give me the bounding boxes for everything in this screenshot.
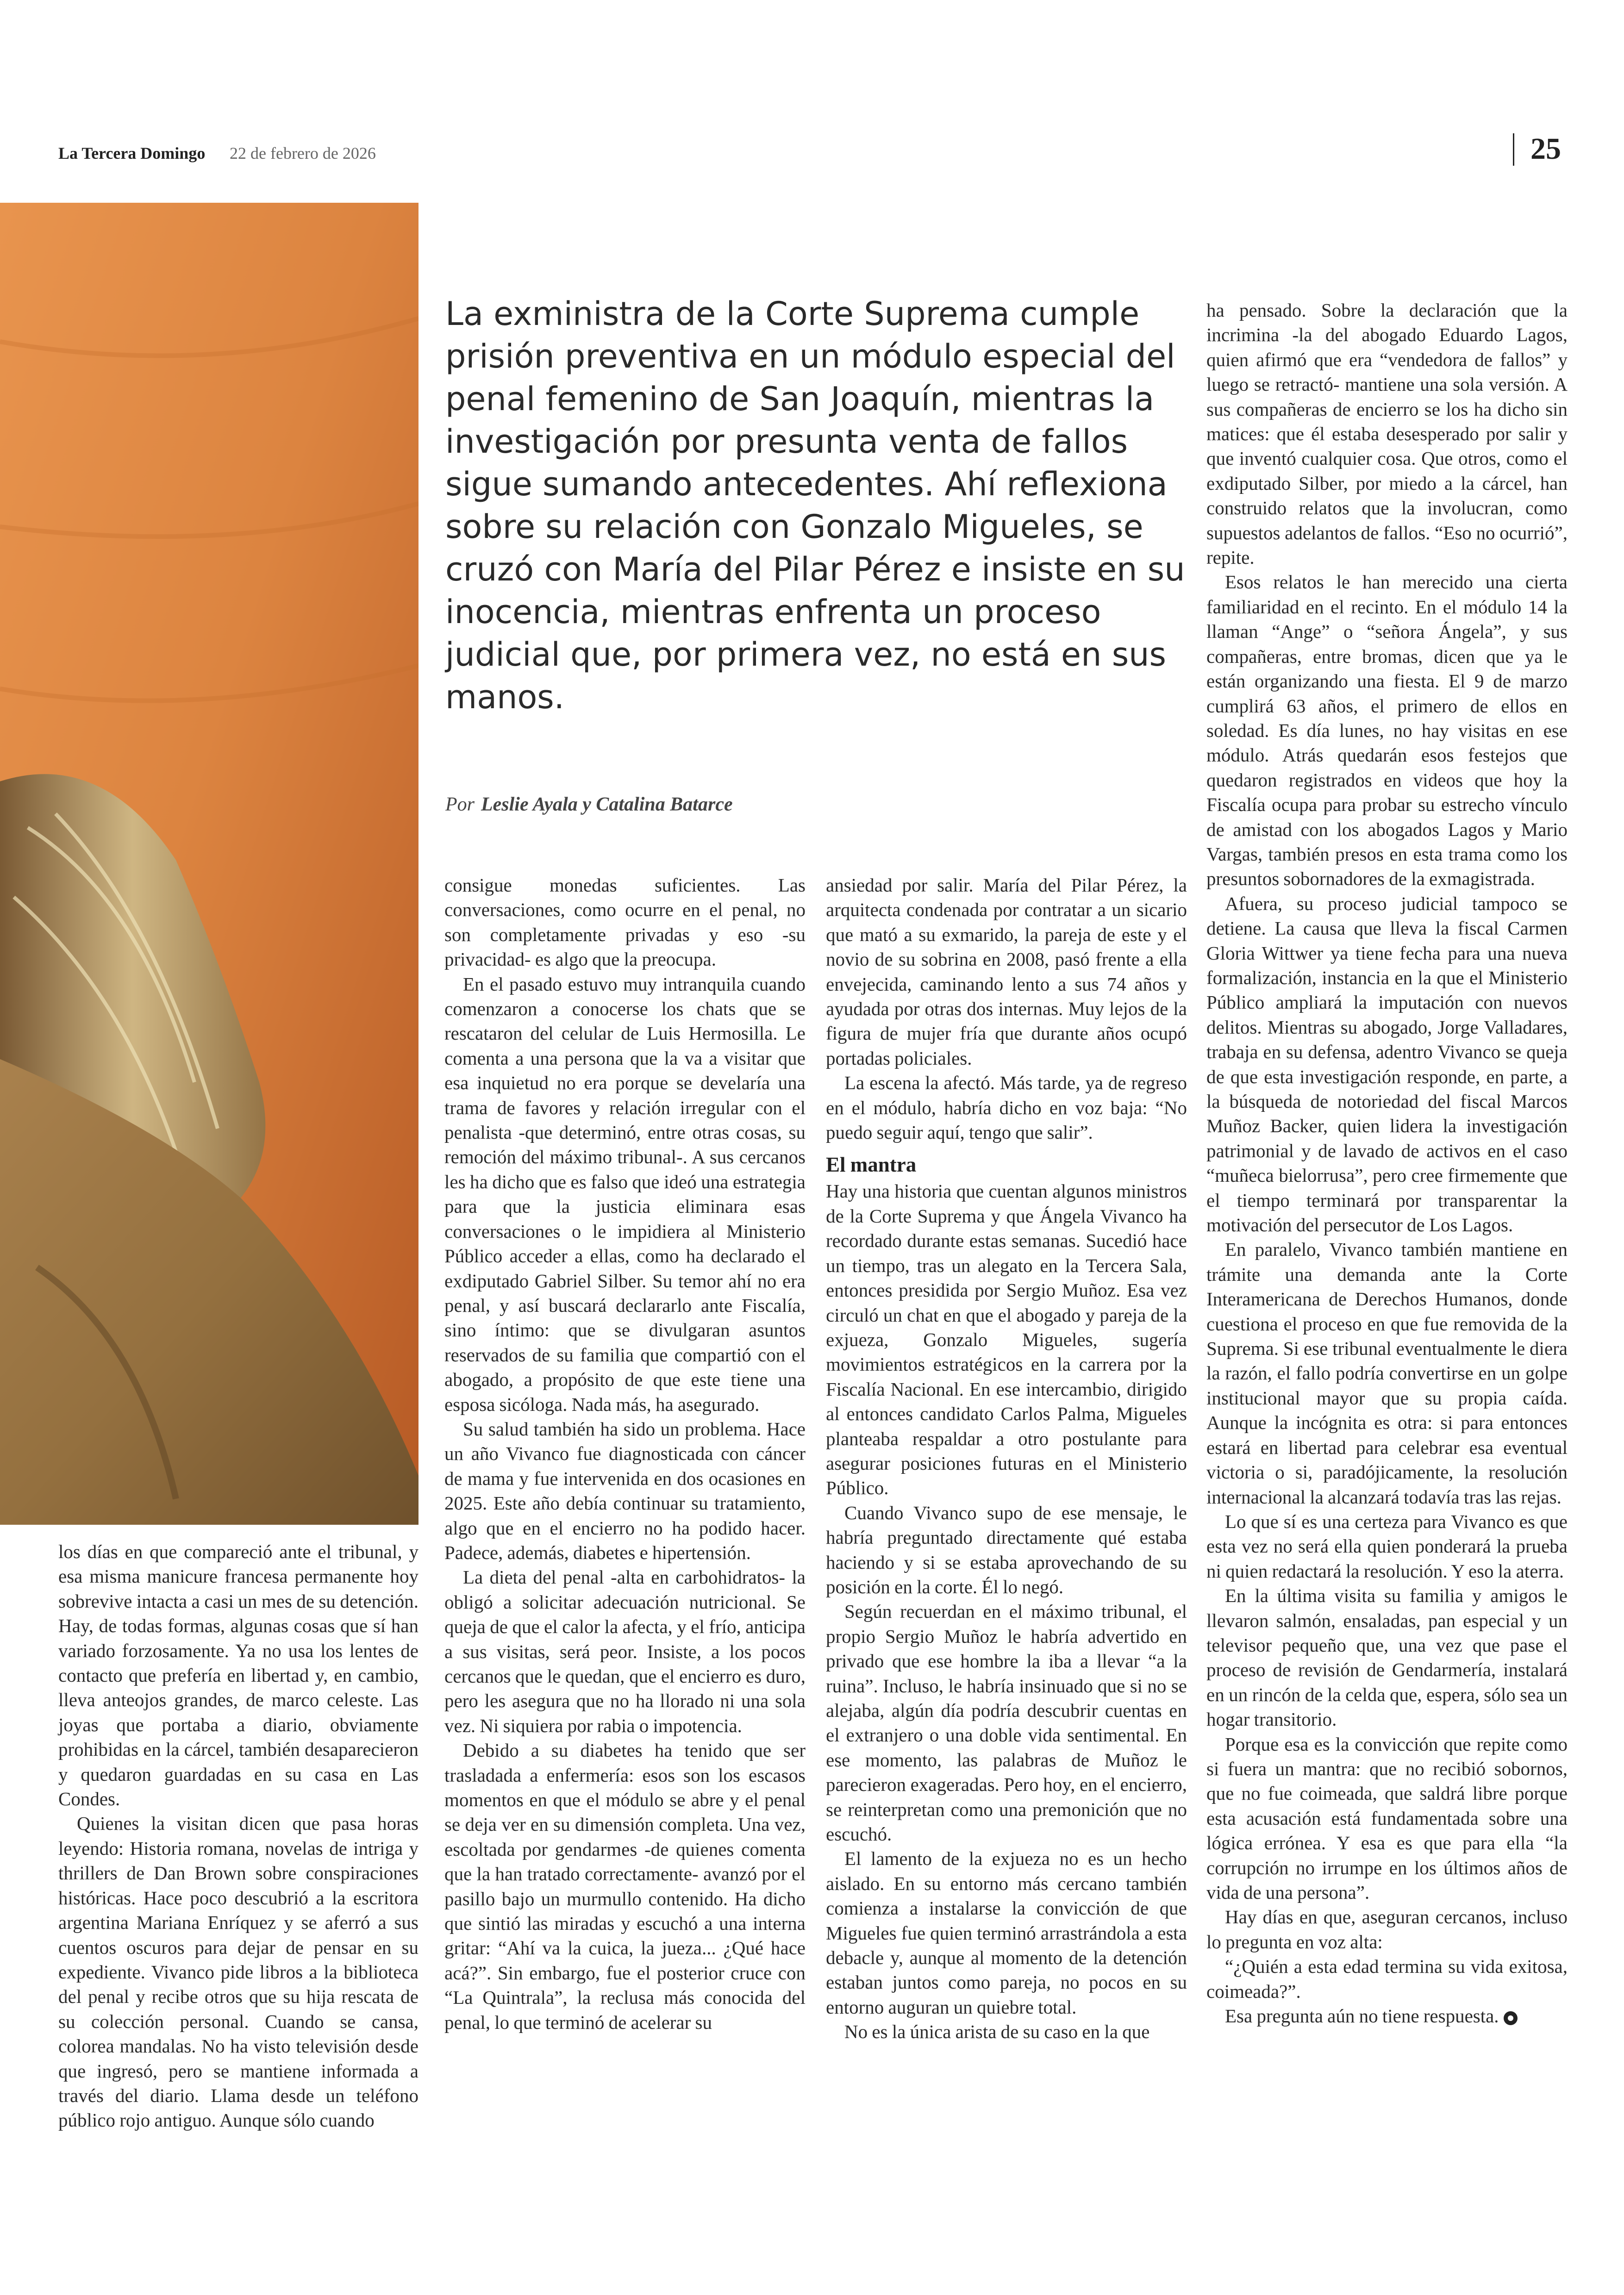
paragraph: Lo que sí es una certeza para Vivanco es que esta vez no será ella quien ponderará la prueba ni quien redactará la resolución. Y eso la aterra.: [1206, 1510, 1568, 1582]
paragraph: La dieta del penal -alta en carbohidratos- la obligó a solicitar adecuación nutricional. Se queja de que el calor la afecta, y el frío, anticipa a sus visitas, será peor. Insiste, a los pocos cercanos que le quedan, que el encierro es duro, pero les asegura que no ha llorado ni una sola vez. Ni siquiera por rabia o impotencia.: [444, 1566, 806, 1736]
paragraph: Según recuerdan en el máximo tribunal, el propio Sergio Muñoz le habría advertido en privado que ese hombre la iba a llevar “a la ruina”. Incluso, le habría insinuado que si no se alejaba, algún día podría descubrir cuentas en el extranjero o una doble vida sentimental. En ese momento, las palabras de Muñoz le parecieron exageradas. Pero hoy, en el encierro, se reinterpretan como una premonición que no escuchó.: [826, 1601, 1187, 1845]
page-number: 25: [1530, 132, 1561, 166]
paragraph: Su salud también ha sido un problema. Hace un año Vivanco fue diagnosticada con cáncer de mama y fue intervenida en dos ocasiones en 2025. Este año debía continuar su tratamiento, algo que en el encierro no ha podido hacer. Padece, además, diabetes e hipertensión.: [444, 1418, 806, 1563]
paragraph: La escena la afectó. Más tarde, ya de regreso en el módulo, habría dicho en voz baja: “No puedo seguir aquí, tengo que salir”.: [826, 1072, 1187, 1143]
paragraph: Porque esa es la convicción que repite como si fuera un mantra: que no recibió sobornos, que no fue coimeada, que saldrá libre porque esta acusación está fundamentada sobre una lógica errónea. Y esa es que para ella “la corrupción no irrumpe en los últimos años de vida de una persona”.: [1206, 1733, 1568, 1903]
article-column-1: [58, 1540, 418, 2133]
paragraph: “¿Quién a esta edad termina su vida exitosa, coimeada?”.: [1206, 1956, 1568, 2002]
paragraph: los días en que compareció ante el tribunal, y esa misma manicure francesa permanente hoy sobrevive intacta a casi un mes de su detención. Hay, de todas formas, algunas cosas que sí han variado forzosamente. Ya no usa los lentes de contacto que prefería en libertad y, en cambio, lleva anteojos grandes, de marco celeste. Las joyas que portaba a diario, obviamente prohibidas en la cárcel, también desaparecieron y quedaron guardadas en su casa en Las Condes.: [58, 1541, 418, 1810]
paragraph: Cuando Vivanco supo de ese mensaje, le habría preguntado directamente qué estaba haciendo y si se estaba aprovechando de su posición en la corte. Él lo negó.: [826, 1502, 1187, 1597]
closing-sentence: Esa pregunta aún no tiene respuesta.: [1225, 2005, 1499, 2027]
paragraph: Hay una historia que cuentan algunos ministros de la Corte Suprema y que Ángela Vivanco ha recordado durante estas semanas. Sucedió hace un tiempo, tras un alegato en la Tercera Sala, entonces presidida por Sergio Muñoz. Esa vez circuló un chat en que el abogado y pareja de la exjueza, Gonzalo Migueles, sugería movimientos estratégicos en la carrera por la Fiscalía Nacional. En ese intercambio, dirigido al entonces candidato Carlos Palma, Migueles planteaba respaldar a otro postulante para asegurar posiciones futuras en el Ministerio Público.: [826, 1180, 1187, 1499]
newspaper-name: La Tercera Domingo: [58, 144, 206, 162]
byline-authors: Leslie Ayala y Catalina Batarce: [481, 794, 733, 815]
paragraph: ansiedad por salir. María del Pilar Pérez, la arquitecta condenada por contratar a un sicario que mató a su exmarido, la pareja de este y el novio de su sobrina en 2008, pasó frente a ella envejecida, caminando lento a sus 74 años y ayudada por otras dos internas. Muy lejos de la figura de mujer fría que durante años ocupó portadas policiales.: [826, 874, 1187, 1069]
article-deck: La exministra de la Corte Suprema cumple prisión preventiva en un módulo especial del penal femenino de San Joaquín, mientras la investigación por presunta venta de fallos sigue sumando antecedentes. Ahí reflexiona sobre su relación con Gonzalo Migueles, se cruzó con María del Pilar Pérez e insiste en su inocencia, mientras enfrenta un proceso judicial que, por primera vez, no está en sus manos.: [445, 295, 1185, 716]
paragraph: En la última visita su familia y amigos le llevaron salmón, ensaladas, pan especial y un televisor pequeño que, una vez que pase el proceso de revisión de Gendarmería, instalará en un rincón de la celda que, espera, sólo sea un hogar transitorio.: [1206, 1585, 1568, 1730]
article-column-4: [1206, 298, 1568, 2028]
article-column-2: [444, 873, 806, 2035]
header-divider: [1513, 133, 1514, 166]
byline: [445, 793, 733, 816]
paragraph: Hay días en que, aseguran cercanos, incluso lo pregunta en voz alta:: [1206, 1906, 1568, 1952]
byline-prefix: Por: [445, 794, 475, 815]
paragraph: Debido a su diabetes ha tenido que ser trasladada a enfermería: esos son los escasos momentos en que el módulo se abre y el penal se deja ver en su dimensión completa. Una vez, escoltada por gendarmes -de quienes comenta que la han tratado correctamente- avanzó por el pasillo bajo un murmullo contenido. Ha dicho que sintió las miradas y escuchó a una interna gritar: “Ahí va la cuica, la jueza... ¿Qué hace acá?”. Sin embargo, fue el posterior cruce con “La Quintrala”, la reclusa más conocida del penal, lo que terminó de acelerar su: [444, 1740, 806, 2033]
paragraph: No es la única arista de su caso en la que: [844, 2021, 1150, 2043]
paragraph: [1206, 2004, 1568, 2028]
end-of-article-icon: [1504, 2011, 1518, 2025]
subheading: El mantra: [826, 1153, 917, 1177]
paragraph: En el pasado estuvo muy intranquila cuando comenzaron a conocerse los chats que se rescataron del celular de Luis Hermosilla. Le comenta a una persona que la va a visitar que esa inquietud no era porque se develaría una trama de favores y relación irregular con el penalista -que determinó, entre otras cosas, su remoción del máximo tribunal-. A sus cercanos les ha dicho que es falso que ideó una estrategia para que la justicia eliminara esas conversaciones o le impidiera al Ministerio Público acceder a ellas, como ha declarado el exdiputado Gabriel Silber. Su temor ahí no era penal, y así buscará declararlo ante Fiscalía, sino íntimo: que se divulgaran asuntos reservados de su familia que compartió con el abogado, a propósito de que este tiene una esposa sicóloga. Nada más, ha asegurado.: [444, 973, 806, 1415]
paragraph: ha pensado. Sobre la declaración que la incrimina -la del abogado Eduardo Lagos, quien afirmó que era “vendedora de fallos” y luego se retractó- mantiene una sola versión. A sus compañeras de encierro se los ha dicho sin matices: que él estaba desesperado por salir y que inventó cualquier cosa. Que otros, como el exdiputado Silber, por miedo a la cárcel, han construido relatos que la involucran, como supuestos adelantos de fallos. “Eso no ocurrió”, repite.: [1206, 299, 1568, 568]
paragraph: consigue monedas suficientes. Las conversaciones, como ocurre en el penal, no son completamente privadas y eso -su privacidad- es algo que la preocupa.: [444, 874, 806, 970]
article-photo: [0, 203, 418, 1525]
photo-illustration: [0, 203, 418, 1525]
page-header: [58, 133, 1568, 184]
paragraph: El lamento de la exjueza no es un hecho aislado. En su entorno más cercano también comienza a instalarse la convicción de que Migueles fue quien terminó arrastrándola a esta debacle y, aunque al momento de la detención estaban juntos como pareja, no pocos en su entorno auguran un quiebre total.: [826, 1848, 1187, 2018]
article-column-3: [826, 873, 1187, 2045]
paragraph: Esos relatos le han merecido una cierta familiaridad en el recinto. En el módulo 14 la llaman “Ange” o “señora Ángela”, y sus compañeras, entre bromas, dicen que ya le están organizando una fiesta. El 9 de marzo cumplirá 63 años, el primero de ellos en soledad. Es día lunes, no hay visitas en ese módulo. Atrás quedarán esos festejos que quedaron registrados en videos que hoy la Fiscalía ocupa para probar su estrecho vínculo de amistad con los abogados Lagos y Mario Vargas, también presos en esta trama como los presuntos sobornadores de la exmagistrada.: [1206, 571, 1568, 890]
paragraph: Quienes la visitan dicen que pasa horas leyendo: Historia romana, novelas de intriga y thrillers de Dan Brown sobre conspiraciones históricas. Hace poco descubrió a la escritora argentina Mariana Enríquez y se aferró a sus cuentos oscuros para dejar de pensar en su expediente. Vivanco pide libros a la biblioteca del penal y recibe otros que su hija rescata de su colección personal. Cuando se cansa, colorea mandalas. No ha visto televisión desde que ingresó, pero se mantiene informada a través del diario. Llama desde un teléfono público rojo antiguo. Aunque sólo cuando: [58, 1813, 418, 2131]
paragraph: En paralelo, Vivanco también mantiene en trámite una demanda ante la Corte Interamericana de Derechos Humanos, donde cuestiona el proceso en que fue removida de la Suprema. Si ese tribunal eventualmente le diera la razón, el fallo podría convertirse en un golpe institucional mayor que su propia caída. Aunque la incógnita es otra: si para entonces estará en libertad para celebrar esa eventual victoria o si, paradójicamente, la resolución internacional la alcanzará todavía tras las rejas.: [1206, 1239, 1568, 1508]
publication-date: 22 de febrero de 2026: [230, 144, 376, 162]
paragraph: Afuera, su proceso judicial tampoco se detiene. La causa que lleva la fiscal Carmen Gloria Wittwer ya tiene fecha para una nueva formalización, instancia en la que el Ministerio Público ampliará la imputación con nuevos delitos. Mientras su abogado, Jorge Valladares, trabaja en su defensa, adentro Vivanco se queja de que esta investigación responde, en parte, a la búsqueda de notoriedad del fiscal Marcos Muñoz Backer, quien lidera la investigación patrimonial y de lavado de activos en el caso “muñeca bielorrusa”, pero cree firmemente que el tiempo terminará por transparentar la motivación del persecutor de Los Lagos.: [1206, 892, 1568, 1236]
